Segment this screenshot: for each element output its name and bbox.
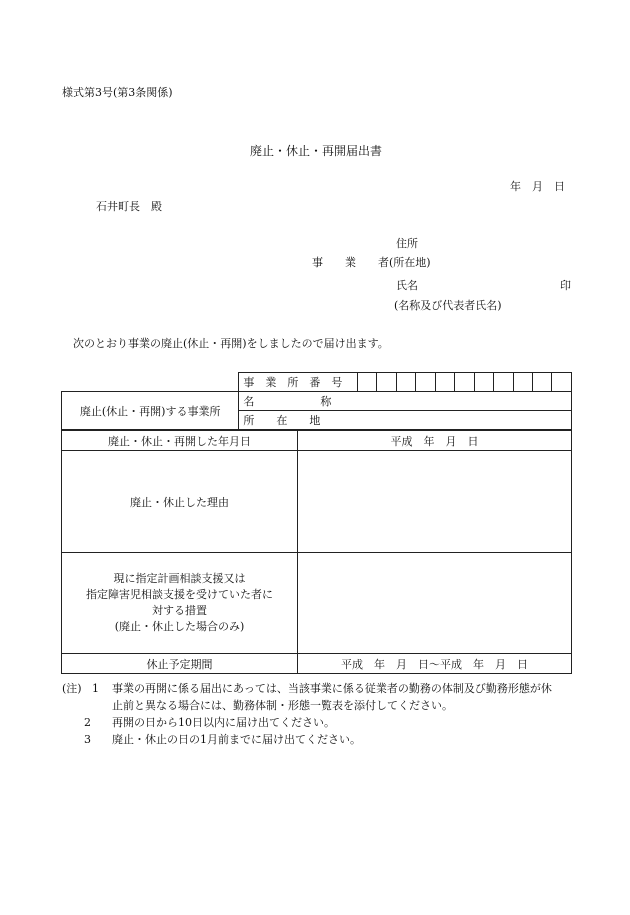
office-number-box[interactable] <box>416 373 435 392</box>
note-text: 事業の再開に係る届出にあっては、当該事業に係る従業者の勤務の体制及び勤務形態が休 <box>112 682 552 695</box>
office-number-box[interactable] <box>494 373 513 392</box>
office-table <box>61 372 572 430</box>
page-title: 廃止・休止・再開届出書 <box>250 144 383 158</box>
office-group-label: 廃止(休止・再開)する事業所 <box>62 392 239 430</box>
note-number: 3 <box>84 733 91 747</box>
period-field[interactable] <box>298 654 572 674</box>
office-number-box[interactable] <box>377 373 396 392</box>
reason-field[interactable] <box>298 451 572 553</box>
period-value: 平成 年 月 日〜平成 年 月 日 <box>341 657 528 671</box>
business-operator-label: 事 業 者(所在地) <box>312 256 431 269</box>
intro-text: 次のとおり事業の廃止(休止・再開)をしましたので届け出ます。 <box>73 337 389 350</box>
note-text: 再開の日から10日以内に届け出てください。 <box>112 716 335 730</box>
measure-label-line: 対する措置 <box>152 604 207 617</box>
reason-label: 廃止・休止した理由 <box>62 451 298 553</box>
date-label: 廃止・休止・再開した年月日 <box>62 431 298 451</box>
measure-label-line: 指定障害児相談支援を受けていた者に <box>86 588 273 602</box>
date-value: 平成 年 月 日 <box>390 434 479 448</box>
measure-label-line: (廃止・休止した場合のみ) <box>114 619 245 633</box>
office-name-label: 名 称 <box>243 395 332 408</box>
office-number-box[interactable] <box>455 373 474 392</box>
measure-field[interactable] <box>298 553 572 654</box>
office-number-box[interactable] <box>474 373 493 392</box>
office-number-box[interactable] <box>357 373 376 392</box>
recipient: 石井町長 殿 <box>96 200 162 213</box>
office-number-box[interactable] <box>396 373 415 392</box>
name-label: 氏名 <box>396 279 418 292</box>
form-number: 様式第3号(第3条関係) <box>62 86 173 99</box>
seal-mark: 印 <box>560 279 571 292</box>
period-label: 休止予定期間 <box>62 654 298 674</box>
office-number-box[interactable] <box>513 373 532 392</box>
notes <box>62 680 552 748</box>
office-number-label: 事 業 所 番 号 <box>239 373 357 392</box>
notes-mark: (注) <box>62 682 82 695</box>
details-table <box>61 430 572 674</box>
submission-date-line: 年 月 日 <box>510 180 565 193</box>
name-note: (名称及び代表者氏名) <box>394 299 502 312</box>
address-label: 住所 <box>396 237 418 250</box>
note-number: 1 <box>92 682 99 695</box>
measure-label-line: 現に指定計画相談支援又は <box>113 572 246 586</box>
note-text: 廃止・休止の日の1月前までに届け出てください。 <box>112 733 361 747</box>
measure-label <box>62 553 298 654</box>
note-text: 止前と異なる場合には、勤務体制・形態一覧表を添付してください。 <box>112 699 453 713</box>
office-number-box[interactable] <box>532 373 551 392</box>
office-name-field[interactable] <box>239 392 572 411</box>
office-table-spacer <box>62 373 239 392</box>
office-location-field[interactable] <box>239 411 572 430</box>
office-number-box[interactable] <box>552 373 572 392</box>
date-field[interactable] <box>298 431 572 451</box>
office-location-label: 所 在 地 <box>243 414 321 427</box>
note-number: 2 <box>84 716 91 730</box>
office-number-box[interactable] <box>435 373 454 392</box>
